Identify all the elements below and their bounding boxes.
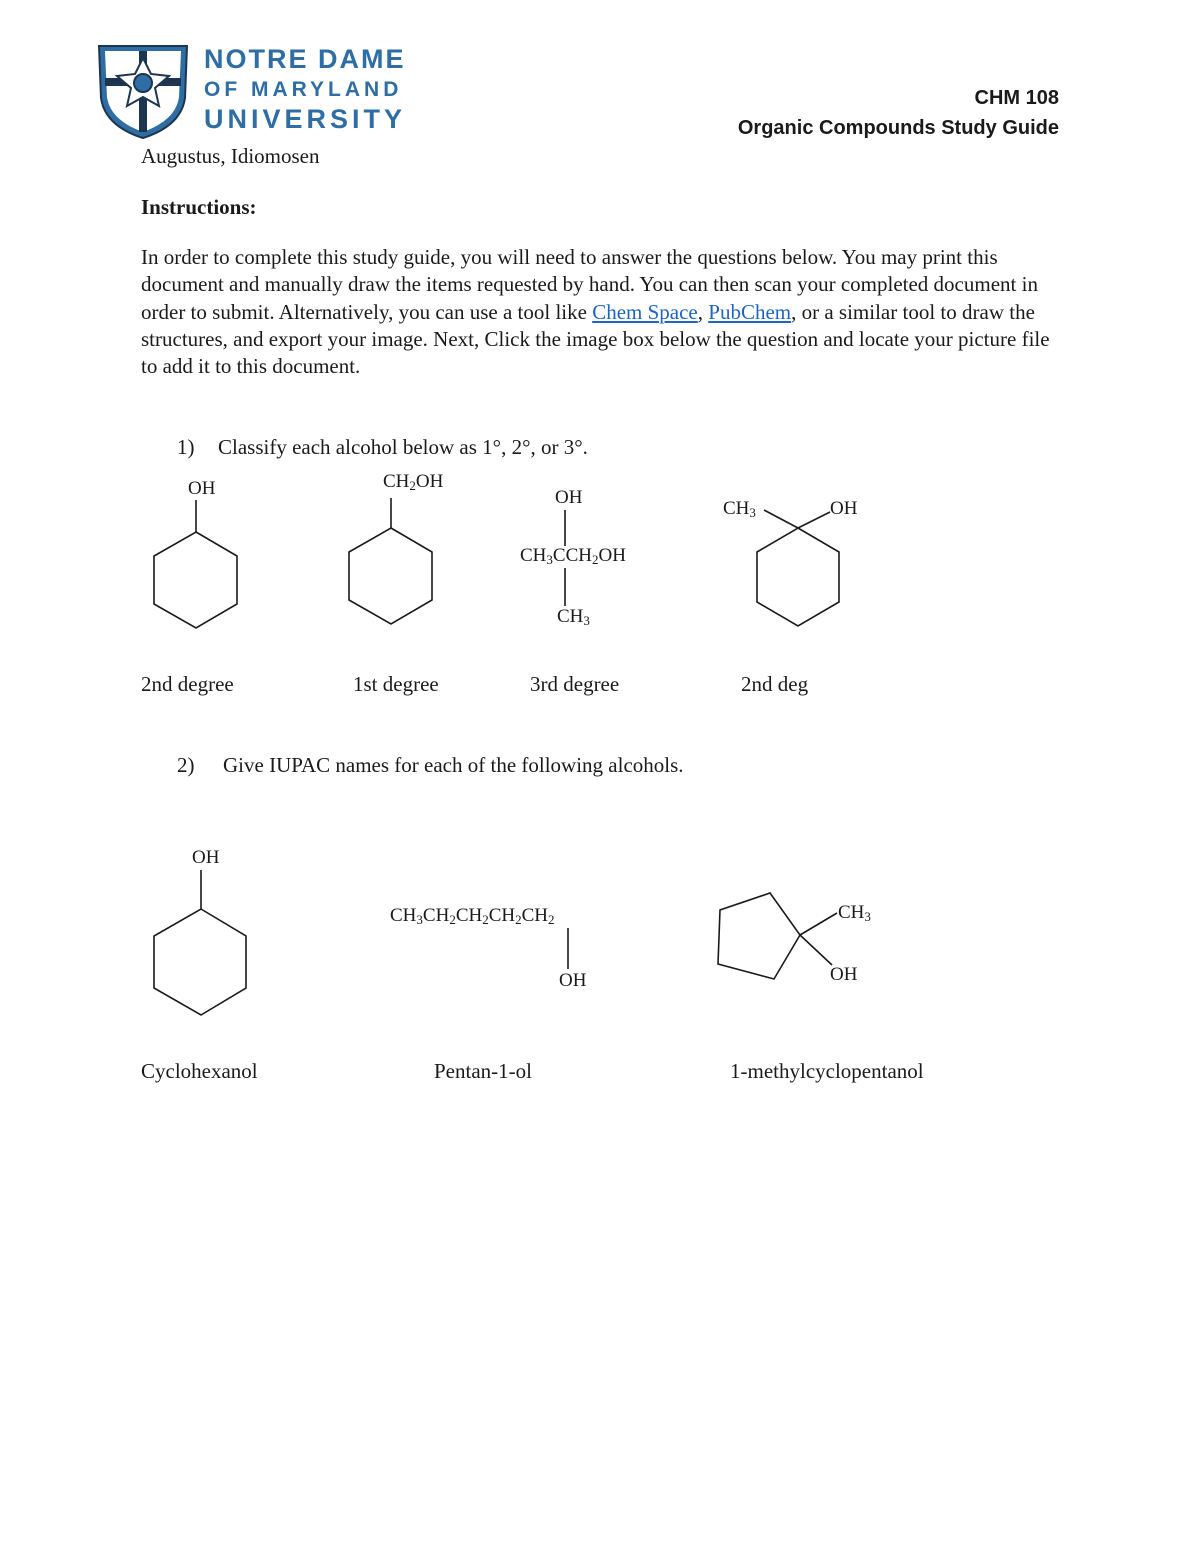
q2-answer-2: Pentan-1-ol <box>434 1059 532 1083</box>
q1-s4-ch3-label: $CH_3$ <box>723 498 756 520</box>
q1-structure-2 <box>335 468 475 638</box>
pubchem-link[interactable]: PubChem <box>708 299 792 324</box>
logo-line-3: UNIVERSITY <box>204 104 407 134</box>
question-2-number: 2) <box>177 753 195 777</box>
question-2-text: Give IUPAC names for each of the following alcohols. <box>223 753 684 777</box>
q1-s3-ch3-label: $CH_3$ <box>557 606 590 628</box>
q2-structure-2 <box>385 895 625 1005</box>
university-logo <box>97 42 417 142</box>
q1-structure-4 <box>718 490 878 640</box>
logo-line-1: NOTRE DAME <box>204 44 406 74</box>
q1-s2-ch2oh-label: $CH_2OH$ <box>383 471 444 493</box>
logo-line-2: OF MARYLAND <box>204 78 403 101</box>
q1-s3-oh-label: OH <box>555 487 583 508</box>
q1-s4-oh-label: OH <box>830 498 858 519</box>
q2-s2-chain-label: $CH_3CH_2CH_2CH_2CH_2$ <box>390 905 555 927</box>
q2-answer-3: 1-methylcyclopentanol <box>730 1059 924 1083</box>
instructions-paragraph <box>141 244 1071 380</box>
q1-answer-3: 3rd degree <box>530 672 620 696</box>
q1-structure-1 <box>140 470 260 640</box>
q1-structure-3 <box>515 478 655 638</box>
student-name: Augustus, Idiomosen <box>141 144 320 168</box>
question-1-number: 1) <box>177 435 195 459</box>
instructions-text-3: , or a similar tool to draw the structures, and export your image. Next, Click the image box below the question and locate your picture file to add it to this document. <box>141 299 1050 379</box>
q1-answer-2: 1st degree <box>353 672 439 696</box>
q2-s1-oh-label: OH <box>192 847 220 868</box>
q2-s3-ch3-label: $CH_3$ <box>838 902 871 924</box>
course-code: CHM 108 <box>974 87 1059 109</box>
q2-structure-3 <box>710 885 910 1005</box>
chem-space-link[interactable]: Chem Space <box>592 299 698 324</box>
shield-emblem-icon <box>97 42 189 140</box>
q2-structure-1 <box>140 840 270 1030</box>
instructions-text-2: , <box>697 299 709 324</box>
q1-s1-oh-label: OH <box>188 478 216 499</box>
course-title: Organic Compounds Study Guide <box>737 117 1059 139</box>
instructions-heading: Instructions: <box>141 195 257 219</box>
q2-s2-oh-label: OH <box>559 970 587 991</box>
q1-answer-4: 2nd deg <box>741 672 809 696</box>
instructions-text-1: In order to complete this study guide, you will need to answer the questions below. You may print this document and manually draw the items requested by hand. You can then scan your completed document in order to submit. Alternatively, you can use a tool like <box>141 245 1038 324</box>
q2-s3-oh-label: OH <box>830 964 858 985</box>
question-1-text: Classify each alcohol below as 1°, 2°, or 3°. <box>218 435 588 459</box>
q2-answer-1: Cyclohexanol <box>141 1059 258 1083</box>
q1-s3-main-chain: $CH_3CCH_2OH$ <box>520 545 626 567</box>
q1-answer-1: 2nd degree <box>141 672 234 696</box>
